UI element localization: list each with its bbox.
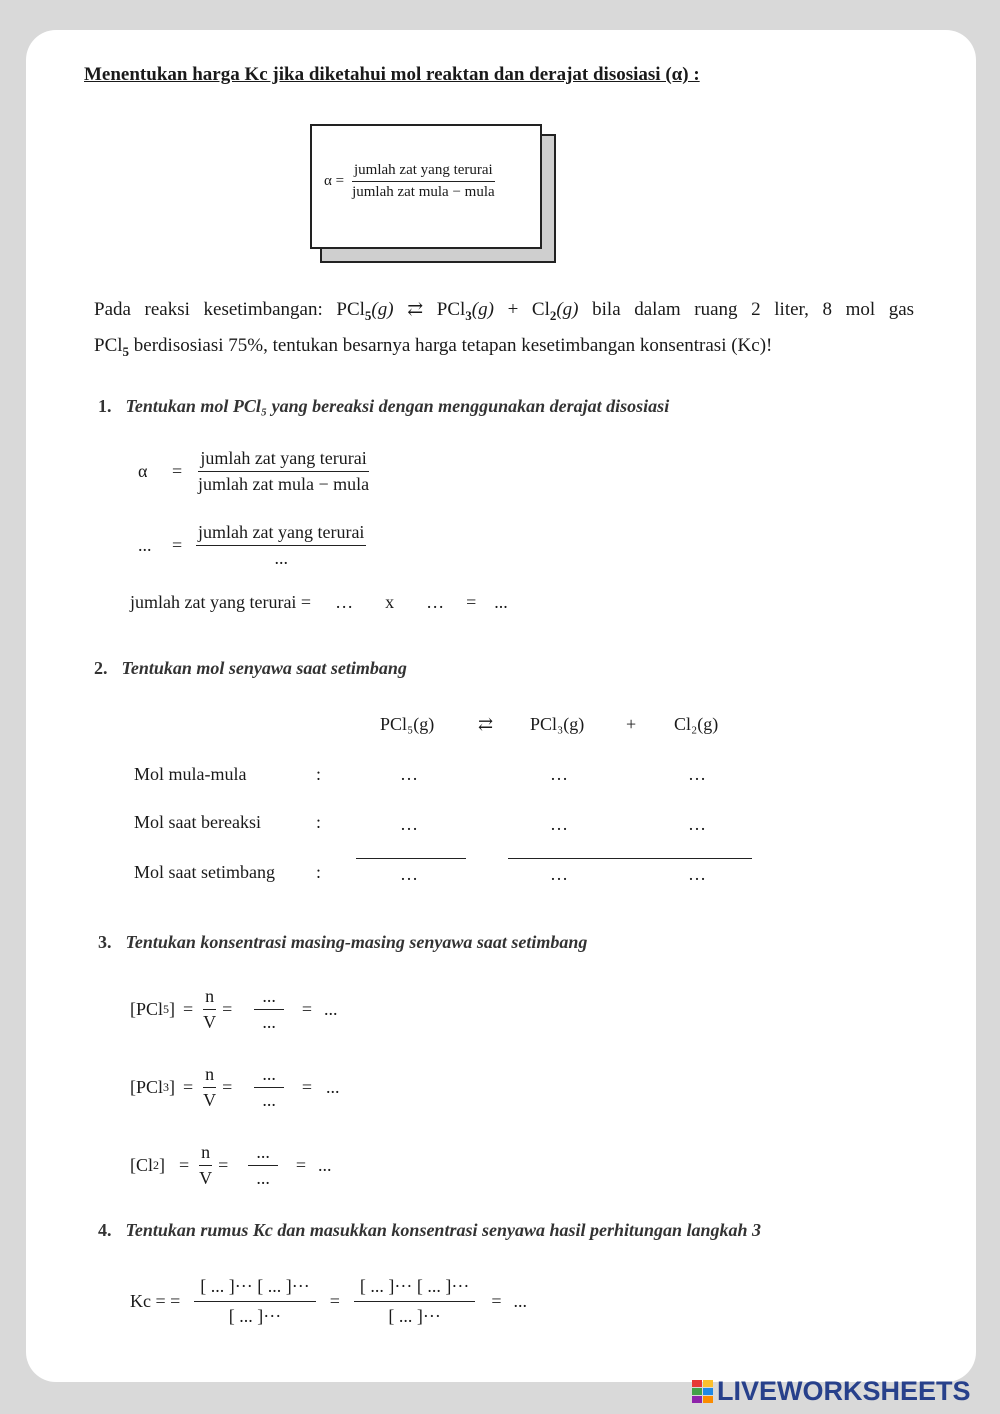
row-colon: : bbox=[316, 764, 322, 784]
step-1-heading: 1. Tentukan mol PCl₅ yang bereaksi dengan menggunakan derajat disosiasi bbox=[98, 396, 670, 416]
logo-square bbox=[703, 1396, 713, 1403]
logo-mark-icon bbox=[692, 1380, 713, 1403]
liveworksheets-logo bbox=[692, 1376, 971, 1407]
conc-cl2: [Cl 2 ] = $\frac{n}{V}$ = $\frac{...}{...}$ = ... bbox=[130, 1142, 332, 1188]
row-label-equilibrium: Mol saat setimbang bbox=[134, 862, 275, 882]
worksheet-page bbox=[26, 30, 976, 1382]
reaction-arrow: ⇄ bbox=[478, 714, 494, 734]
cell-initial-cl2: … bbox=[688, 764, 706, 784]
kc-equation: Kc = = $\frac{[ ... ]\cdot\cdot\cdot [ ... ]\cdot\cdot\cdot}{[ ... ]\cdot\cdot\cdot}$ = $\frac{[ ... ]\cdot\cdot\cdot [ ... ]\cdot\cdot\cdot}{[ ... ]\cdot\cdot\cdot}$ = ... bbox=[130, 1276, 528, 1326]
formula-numerator: jumlah zat yang terurai bbox=[352, 162, 495, 182]
reaction-pcl5: PCl₅(g) bbox=[380, 714, 435, 734]
logo-square bbox=[703, 1380, 713, 1387]
step-1-alpha-equation: α = $\frac{\text{jumlah zat yang terurai}}{\text{jumlah zat mula − mula}}$ bbox=[138, 448, 370, 494]
cell-eq-cl2: … bbox=[688, 864, 706, 884]
logo-square bbox=[692, 1380, 702, 1387]
formula-box bbox=[310, 124, 542, 249]
cell-reacted-pcl3: … bbox=[550, 814, 568, 834]
cell-initial-pcl3: … bbox=[550, 764, 568, 784]
logo-text: LIVEWORKSHEETS bbox=[717, 1376, 971, 1406]
sum-line-left bbox=[356, 858, 466, 859]
page-title: Menentukan harga Kc jika diketahui mol reaktan dan derajat disosiasi (α) : bbox=[84, 64, 700, 85]
logo-square bbox=[692, 1396, 702, 1403]
cell-reacted-cl2: … bbox=[688, 814, 706, 834]
logo-square bbox=[703, 1388, 713, 1395]
step-1-substitution: ... = $\frac{\text{jumlah zat yang terurai}}{...}$ bbox=[138, 522, 365, 568]
row-colon: : bbox=[316, 862, 322, 882]
problem-line-2: PCl$_5$ berdisosiasi 75%, tentukan besarnya harga tetapan kesetimbangan konsentrasi (Kc)! bbox=[94, 335, 773, 359]
step-4-heading: 4. Tentukan rumus Kc dan masukkan konsentrasi senyawa hasil perhitungan langkah 3 bbox=[98, 1220, 762, 1240]
conc-pcl5: [PCl 5 ] = $\frac{n}{V}$ = $\frac{...}{...}$ = ... bbox=[130, 986, 338, 1032]
formula-alpha: α = bbox=[324, 173, 345, 189]
step-2-heading: 2. Tentukan mol senyawa saat setimbang bbox=[94, 658, 407, 678]
sum-line-right bbox=[508, 858, 752, 859]
cell-initial-pcl5: … bbox=[400, 764, 418, 784]
formula-fraction bbox=[350, 162, 497, 201]
cell-eq-pcl3: … bbox=[550, 864, 568, 884]
reaction-cl2: Cl₂(g) bbox=[674, 714, 719, 734]
reaction-pcl3: PCl₃(g) bbox=[530, 714, 585, 734]
cell-eq-pcl5: … bbox=[400, 864, 418, 884]
problem-line-1: Pada reaksi kesetimbangan: PCl$_5$(g) ⇄ $PCl_3(g) + Cl_2(g)$ bila dalam ruang 2 liter, 8 mol gas bbox=[94, 299, 915, 323]
conc-pcl3: [PCl 3 ] = $\frac{n}{V}$ = $\frac{...}{...}$ = ... bbox=[130, 1064, 340, 1110]
reaction-plus: + bbox=[626, 714, 637, 734]
step-3-heading: 3. Tentukan konsentrasi masing-masing senyawa saat setimbang bbox=[98, 932, 588, 952]
cell-reacted-pcl5: … bbox=[400, 814, 418, 834]
formula-denominator: jumlah zat mula − mula bbox=[352, 184, 495, 200]
row-label-reacted: Mol saat bereaksi bbox=[134, 812, 261, 832]
step-1-result: jumlah zat yang terurai = … x … = ... bbox=[130, 592, 508, 612]
row-colon: : bbox=[316, 812, 322, 832]
logo-square bbox=[692, 1388, 702, 1395]
row-label-initial: Mol mula-mula bbox=[134, 764, 247, 784]
